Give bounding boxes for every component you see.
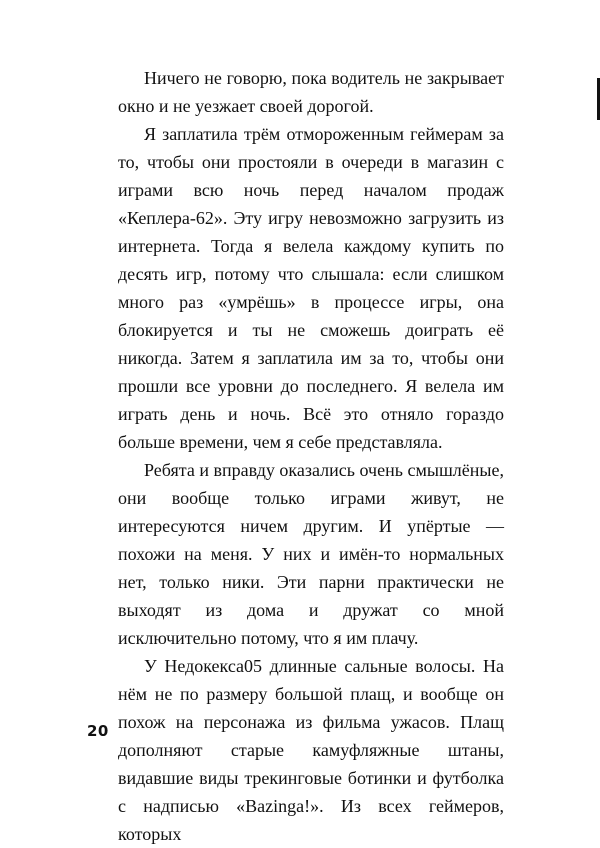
paragraph-4: У Недокекса05 длинные сальные волосы. На нём не по размеру большой плащ, и вообще он похож на персонажа из фильма ужасов. Плащ дополняют старые камуфляжные штаны, видавшие виды трекинговые ботинки и футболка с надписью «Bazinga!». Из всех геймеров, которых xyxy=(118,656,504,844)
body-text xyxy=(118,64,504,848)
paragraph-3: Ребята и вправду оказались очень смышлёные, они вообще только играми живут, не интересуются ничем другим. И упёртые — похожи на меня. У них и имён-то нормальных нет, только ники. Эти парни практически не выходят из дома и дружат со мной исключительно потому, что я им плачу. xyxy=(118,460,504,648)
paragraph-2: Я заплатила трём отмороженным геймерам за то, чтобы они простояли в очереди в магазин с играми всю ночь перед началом продаж «Кеплера-62». Эту игру невозможно загрузить из интернета. Тогда я велела каждому купить по десять игр, потому что слышала: если слишком много раз «умрёшь» в процессе игры, она блокируется и ты не сможешь доиграть её никогда. Затем я заплатила им за то, чтобы они прошли все уровни до последнего. Я велела им играть день и ночь. Всё это отняло гораздо больше времени, чем я себе представляла. xyxy=(118,124,504,452)
paragraph-1: Ничего не говорю, пока водитель не закрывает окно и не уезжает своей дорогой. xyxy=(118,68,504,116)
page-number: 20 xyxy=(87,722,109,740)
